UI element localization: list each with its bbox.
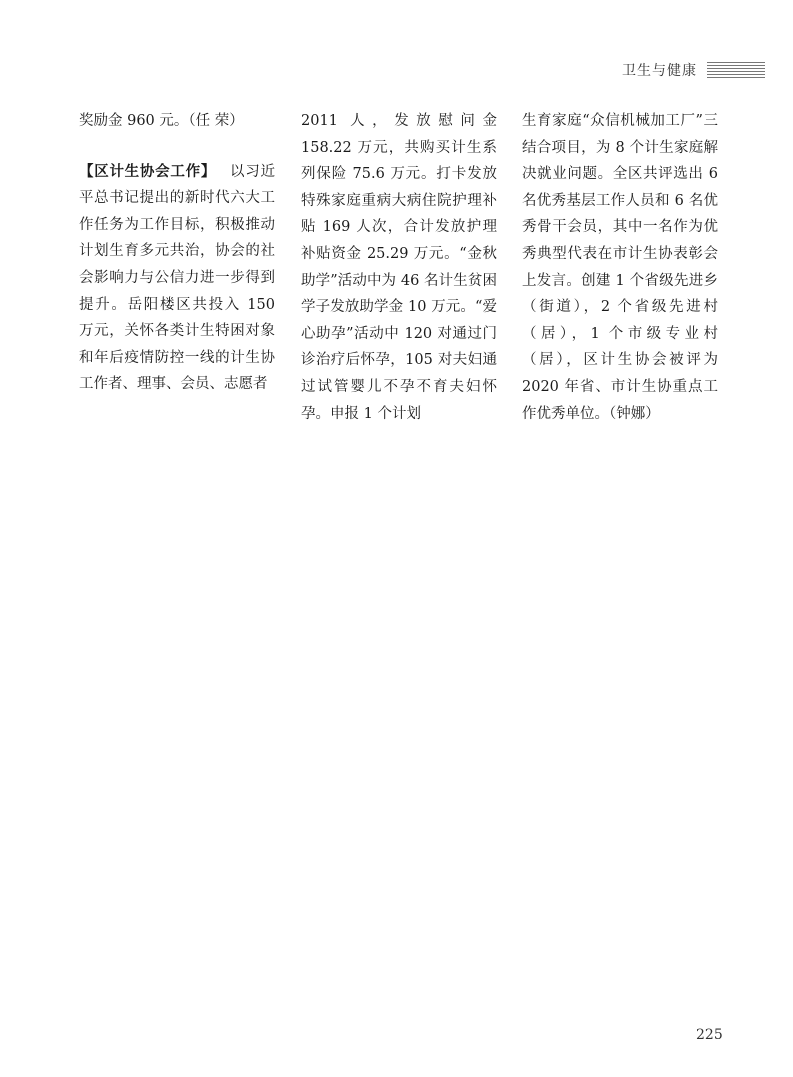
section-title: 卫生与健康 xyxy=(622,63,697,79)
section-label: 【区计生协会工作】 xyxy=(79,163,217,180)
text-column-1 xyxy=(79,108,275,398)
header-rule-lines xyxy=(707,62,765,78)
section-body: 以习近平总书记提出的新时代六大工作任务为工作目标，积极推动计划生育多元共治，协会的社会影响力与公信力进一步得到提升。岳阳楼区共投入 150 万元，关怀各类计生特困对象和年后疫情防控一线的计生协工作者、理事、会员、志愿者 xyxy=(79,163,276,393)
paragraph-continued: 2011 人，发放慰问金 158.22 万元，共购买计生系列保险 75.6 万元。打卡发放特殊家庭重病大病住院护理补贴 169 人次，合计发放护理补贴资金 25.29 万元。“金秋助学”活动中为 46 名计生贫困学子发放助学金 10 万元。“爱心助孕”活动中 120 对通过门诊治疗后怀孕，105 对夫妇通过试管婴儿不孕不育夫妇怀孕。申报 1 个计划 xyxy=(301,113,497,422)
page-number: 225 xyxy=(696,1027,723,1043)
paragraph-award: 奖励金 960 元。（任 荣） xyxy=(79,113,244,129)
text-column-3 xyxy=(522,108,718,427)
running-header xyxy=(622,60,765,80)
text-column-2 xyxy=(301,108,497,427)
paragraph-family-planning-association xyxy=(79,159,275,398)
paragraph-continued: 生育家庭“众信机械加工厂”三结合项目，为 8 个计生家庭解决就业问题。全区共评选出 6 名优秀基层工作人员和 6 名优秀骨干会员，其中一名作为优秀典型代表在市计生协表彰会上发言。创建 1 个省级先进乡（街道），2 个省级先进村（居），1 个市级专业村（居），区计生协会被评为 2020 年省、市计生协重点工作优秀单位。（钟娜） xyxy=(522,113,718,422)
